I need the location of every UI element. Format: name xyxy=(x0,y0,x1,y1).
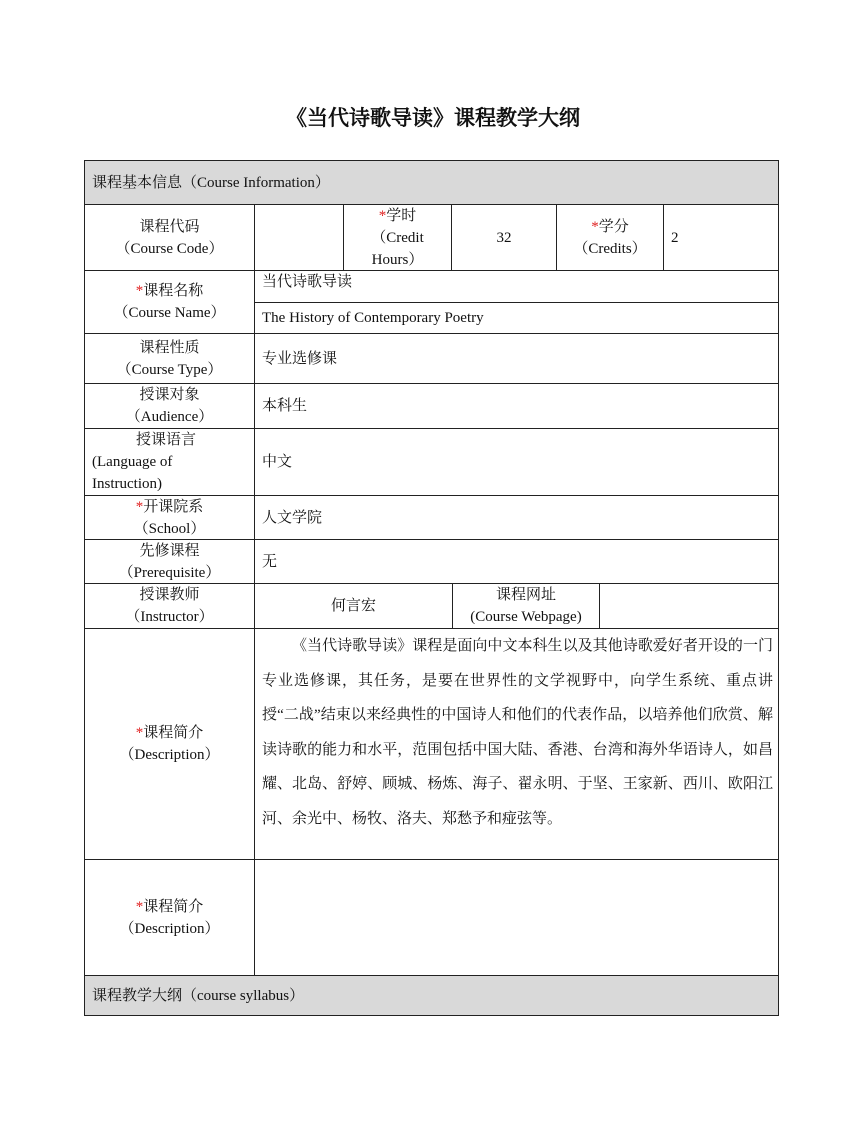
label-audience xyxy=(84,383,255,429)
section-label: 课程基本信息（Course Information） xyxy=(92,174,330,191)
required-mark: * xyxy=(378,207,387,224)
label-en: （Course Name） xyxy=(113,305,226,321)
label-en: （Course Code） xyxy=(115,240,224,257)
label-zh: 课程代码 xyxy=(139,218,200,235)
value-course-code xyxy=(254,204,344,271)
label-description xyxy=(84,628,255,860)
label-zh: 授课教师 xyxy=(139,587,200,603)
label-zh: 学时 xyxy=(386,207,417,224)
value-instructor xyxy=(254,583,453,629)
label-en: Instruction) xyxy=(92,476,162,492)
label-en: （Credits） xyxy=(573,240,647,257)
value-description-2 xyxy=(254,859,779,976)
value: 何言宏 xyxy=(330,598,376,614)
label-school xyxy=(84,495,255,540)
label-en: （Description） xyxy=(119,747,220,763)
label-course-name xyxy=(84,270,255,334)
label-prerequisite xyxy=(84,539,255,584)
value: 专业选修课 xyxy=(262,350,338,367)
required-mark: * xyxy=(135,898,144,915)
value: 无 xyxy=(262,553,278,570)
label-zh: 学分 xyxy=(598,218,629,235)
value-course-type xyxy=(254,333,779,384)
label-zh: 课程简介 xyxy=(143,725,204,741)
label-en: (Language of xyxy=(92,454,173,470)
label-zh: 授课对象 xyxy=(139,387,200,403)
required-mark: * xyxy=(135,283,144,299)
value-credit-hours xyxy=(451,204,557,271)
label-zh: 授课语言 xyxy=(136,432,197,448)
label-language xyxy=(84,428,255,496)
label-en: （Instructor） xyxy=(125,609,214,625)
label-instructor xyxy=(84,583,255,629)
label-en: (Course Webpage) xyxy=(470,609,582,625)
label-course-type xyxy=(84,333,255,384)
section-course-information xyxy=(84,160,779,205)
value: 人文学院 xyxy=(262,509,323,526)
label-webpage xyxy=(452,583,600,629)
label-zh: 先修课程 xyxy=(139,542,200,559)
label-zh: 课程网址 xyxy=(495,587,556,603)
required-mark: * xyxy=(591,218,599,235)
value-school xyxy=(254,495,779,540)
label-en: （Description） xyxy=(119,920,220,937)
required-mark: * xyxy=(135,498,144,515)
value-audience xyxy=(254,383,779,429)
page-title: 《当代诗歌导读》课程教学大纲 xyxy=(286,106,580,130)
value-course-name-zh xyxy=(254,270,779,303)
label-en: （Course Type） xyxy=(116,361,223,378)
value: The History of Contemporary Poetry xyxy=(262,310,484,326)
value-webpage xyxy=(599,583,779,629)
label-en: （Prerequisite） xyxy=(118,564,221,581)
section-label: 课程教学大纲（course syllabus） xyxy=(92,987,305,1004)
label-zh: 课程性质 xyxy=(139,339,200,356)
label-en: Hours） xyxy=(371,251,424,268)
value: 本科生 xyxy=(262,398,308,414)
label-credit-hours xyxy=(343,204,452,271)
label-en: （Audience） xyxy=(125,409,214,425)
required-mark: * xyxy=(135,725,144,741)
description-text: 《当代诗歌导读》课程是面向中文本科生以及其他诗歌爱好者开设的一门专业选修课，其任务，是要在世界性的文学视野中，向学生系统、重点讲授“二战”结束以来经典性的中国诗人和他们的代表作品，以培养他们欣赏、解读诗歌的能力和水平，范围包括中国大陆、香港、台湾和海外华语诗人，如昌耀、北岛、舒婷、顾城、杨炼、海子、翟永明、于坚、王家新、西川、欧阳江河、余光中、杨牧、洛夫、郑愁予和痖弦等。 xyxy=(262,638,773,827)
section-course-syllabus xyxy=(84,975,779,1016)
value-language xyxy=(254,428,779,496)
value: 当代诗歌导读 xyxy=(262,274,353,290)
label-credits xyxy=(556,204,664,271)
label-zh: 课程名称 xyxy=(143,283,204,299)
value-description xyxy=(254,628,779,860)
value-credits xyxy=(663,204,779,271)
label-en: （School） xyxy=(133,520,206,537)
value: 32 xyxy=(496,229,512,246)
value: 中文 xyxy=(262,454,293,470)
value-course-name-en xyxy=(254,302,779,334)
value-prerequisite xyxy=(254,539,779,584)
value: 2 xyxy=(671,229,679,246)
label-en: （Credit xyxy=(371,229,424,246)
label-zh: 课程简介 xyxy=(143,898,204,915)
label-zh: 开课院系 xyxy=(143,498,204,515)
label-description-2 xyxy=(84,859,255,976)
label-course-code xyxy=(84,204,255,271)
